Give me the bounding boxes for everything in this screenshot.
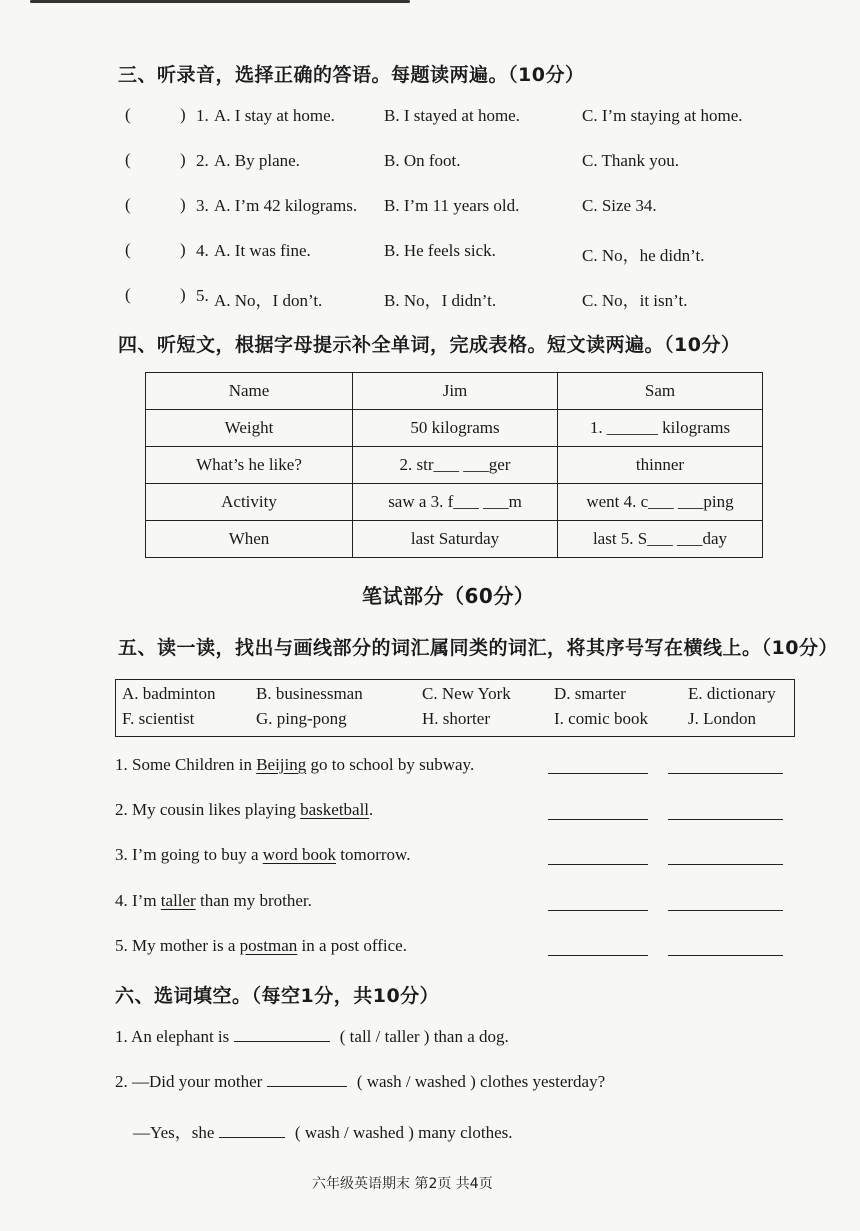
written-part-title: 笔试部分（60分） — [362, 584, 535, 608]
table-cell: What’s he like? — [146, 447, 353, 484]
word-option: C. New York — [422, 684, 511, 703]
word-option: D. smarter — [554, 684, 626, 703]
answer-blank[interactable] — [668, 955, 783, 956]
table-cell: went 4. c___ ___ping — [558, 484, 763, 521]
answer-paren-close: ) — [180, 285, 186, 304]
fill-question-2-reply — [133, 1118, 513, 1143]
word-option: J. London — [688, 709, 756, 728]
sentence — [115, 936, 407, 956]
answer-paren-open: ( — [125, 105, 131, 124]
table-row — [146, 484, 763, 521]
sentence-text: 4. I’m — [115, 891, 161, 910]
answer-paren-close: ) — [180, 105, 186, 124]
table-cell: Weight — [146, 410, 353, 447]
sentence-text: tomorrow. — [336, 845, 411, 864]
word-option: E. dictionary — [688, 684, 776, 703]
question-text: —Yes，she — [133, 1123, 215, 1142]
info-table — [145, 372, 763, 558]
underlined-word: word book — [262, 845, 336, 864]
table-cell: When — [146, 521, 353, 558]
page-top-edge — [30, 0, 410, 3]
sentence — [115, 891, 312, 911]
table-cell: Sam — [558, 373, 763, 410]
table-cell: 1. ______ kilograms — [558, 410, 763, 447]
answer-paren-open: ( — [125, 285, 131, 304]
table-cell: Activity — [146, 484, 353, 521]
fill-question-1 — [115, 1027, 509, 1047]
word-option: A. badminton — [122, 684, 216, 703]
underlined-word: basketball — [300, 800, 370, 819]
word-options-box — [115, 679, 795, 737]
sentence — [115, 755, 474, 775]
section3-heading: 三、听录音，选择正确的答语。每题读两遍。（10分） — [118, 64, 585, 86]
option-b: B. I stayed at home. — [384, 106, 520, 125]
page-footer: 六年级英语期末 第2页 共4页 — [312, 1176, 493, 1192]
table-cell: Jim — [353, 373, 558, 410]
option-c: C. Thank you. — [582, 151, 679, 170]
sentence-text: 1. Some Children in — [115, 755, 257, 774]
item-number: 2. — [196, 151, 209, 170]
fill-blank[interactable] — [219, 1136, 285, 1138]
question-text: ( wash / washed ) clothes yesterday? — [356, 1072, 606, 1091]
answer-blank[interactable] — [668, 910, 783, 911]
item-number: 3. — [196, 196, 209, 215]
table-cell: 2. str___ ___ger — [353, 447, 558, 484]
answer-blank[interactable] — [668, 819, 783, 820]
table-row — [146, 373, 763, 410]
option-b: B. I’m 11 years old. — [384, 196, 520, 215]
option-b: B. He feels sick. — [384, 241, 496, 260]
section4-heading: 四、听短文，根据字母提示补全单词，完成表格。短文读两遍。（10分） — [118, 334, 741, 356]
word-option: B. businessman — [256, 684, 363, 703]
table-row — [146, 410, 763, 447]
option-c: C. No，he didn’t. — [582, 246, 705, 265]
answer-paren-open: ( — [125, 195, 131, 214]
answer-blank[interactable] — [668, 864, 783, 865]
word-option: I. comic book — [554, 709, 648, 728]
fill-blank[interactable] — [267, 1085, 347, 1087]
section6-heading: 六、选词填空。（每空1分，共10分） — [115, 985, 440, 1007]
underlined-word: taller — [160, 891, 196, 910]
answer-blank[interactable] — [548, 955, 648, 956]
table-cell: 50 kilograms — [353, 410, 558, 447]
answer-blank[interactable] — [548, 819, 648, 820]
question-text: ( wash / washed ) many clothes. — [294, 1123, 513, 1142]
answer-paren-close: ) — [180, 195, 186, 214]
answer-blank[interactable] — [548, 910, 648, 911]
option-a: A. No，I don’t. — [214, 291, 323, 310]
sentence-text: in a post office. — [297, 936, 407, 955]
sentence-text: . — [369, 800, 374, 819]
option-a: A. It was fine. — [214, 241, 311, 260]
option-c: C. No，it isn’t. — [582, 291, 688, 310]
sentence-text: go to school by subway. — [306, 755, 475, 774]
table-cell: last Saturday — [353, 521, 558, 558]
option-c: C. Size 34. — [582, 196, 657, 215]
sentence-text: 3. I’m going to buy a — [115, 845, 263, 864]
fill-blank[interactable] — [234, 1040, 330, 1042]
answer-blank[interactable] — [548, 864, 648, 865]
table-cell: last 5. S___ ___day — [558, 521, 763, 558]
word-option: H. shorter — [422, 709, 490, 728]
answer-paren-close: ) — [180, 240, 186, 259]
sentence-text: than my brother. — [195, 891, 312, 910]
sentence-text: 5. My mother is a — [115, 936, 240, 955]
section5-heading: 五、读一读，找出与画线部分的词汇属同类的词汇，将其序号写在横线上。（10分） — [118, 637, 838, 659]
option-b: B. On foot. — [384, 151, 461, 170]
option-c: C. I’m staying at home. — [582, 106, 743, 125]
sentence — [115, 800, 373, 820]
table-row — [146, 447, 763, 484]
table-cell: Name — [146, 373, 353, 410]
question-text: 2. —Did your mother — [115, 1072, 263, 1091]
answer-blank[interactable] — [668, 773, 783, 774]
answer-paren-open: ( — [125, 150, 131, 169]
table-cell: saw a 3. f___ ___m — [353, 484, 558, 521]
table-cell: thinner — [558, 447, 763, 484]
item-number: 4. — [196, 241, 209, 260]
option-a: A. I’m 42 kilograms. — [214, 196, 358, 215]
underlined-word: postman — [239, 936, 298, 955]
sentence-text: 2. My cousin likes playing — [115, 800, 301, 819]
option-a: A. I stay at home. — [214, 106, 335, 125]
item-number: 5. — [196, 286, 209, 305]
option-b: B. No，I didn’t. — [384, 291, 497, 310]
option-a: A. By plane. — [214, 151, 300, 170]
word-option: F. scientist — [122, 709, 195, 728]
answer-blank[interactable] — [548, 773, 648, 774]
answer-paren-close: ) — [180, 150, 186, 169]
question-text: 1. An elephant is — [115, 1027, 230, 1046]
item-number: 1. — [196, 106, 209, 125]
answer-paren-open: ( — [125, 240, 131, 259]
table-row — [146, 521, 763, 558]
question-text: ( tall / taller ) than a dog. — [339, 1027, 509, 1046]
underlined-word: Beijing — [256, 755, 307, 774]
fill-question-2 — [115, 1072, 605, 1092]
sentence — [115, 845, 410, 865]
word-option: G. ping-pong — [256, 709, 347, 728]
